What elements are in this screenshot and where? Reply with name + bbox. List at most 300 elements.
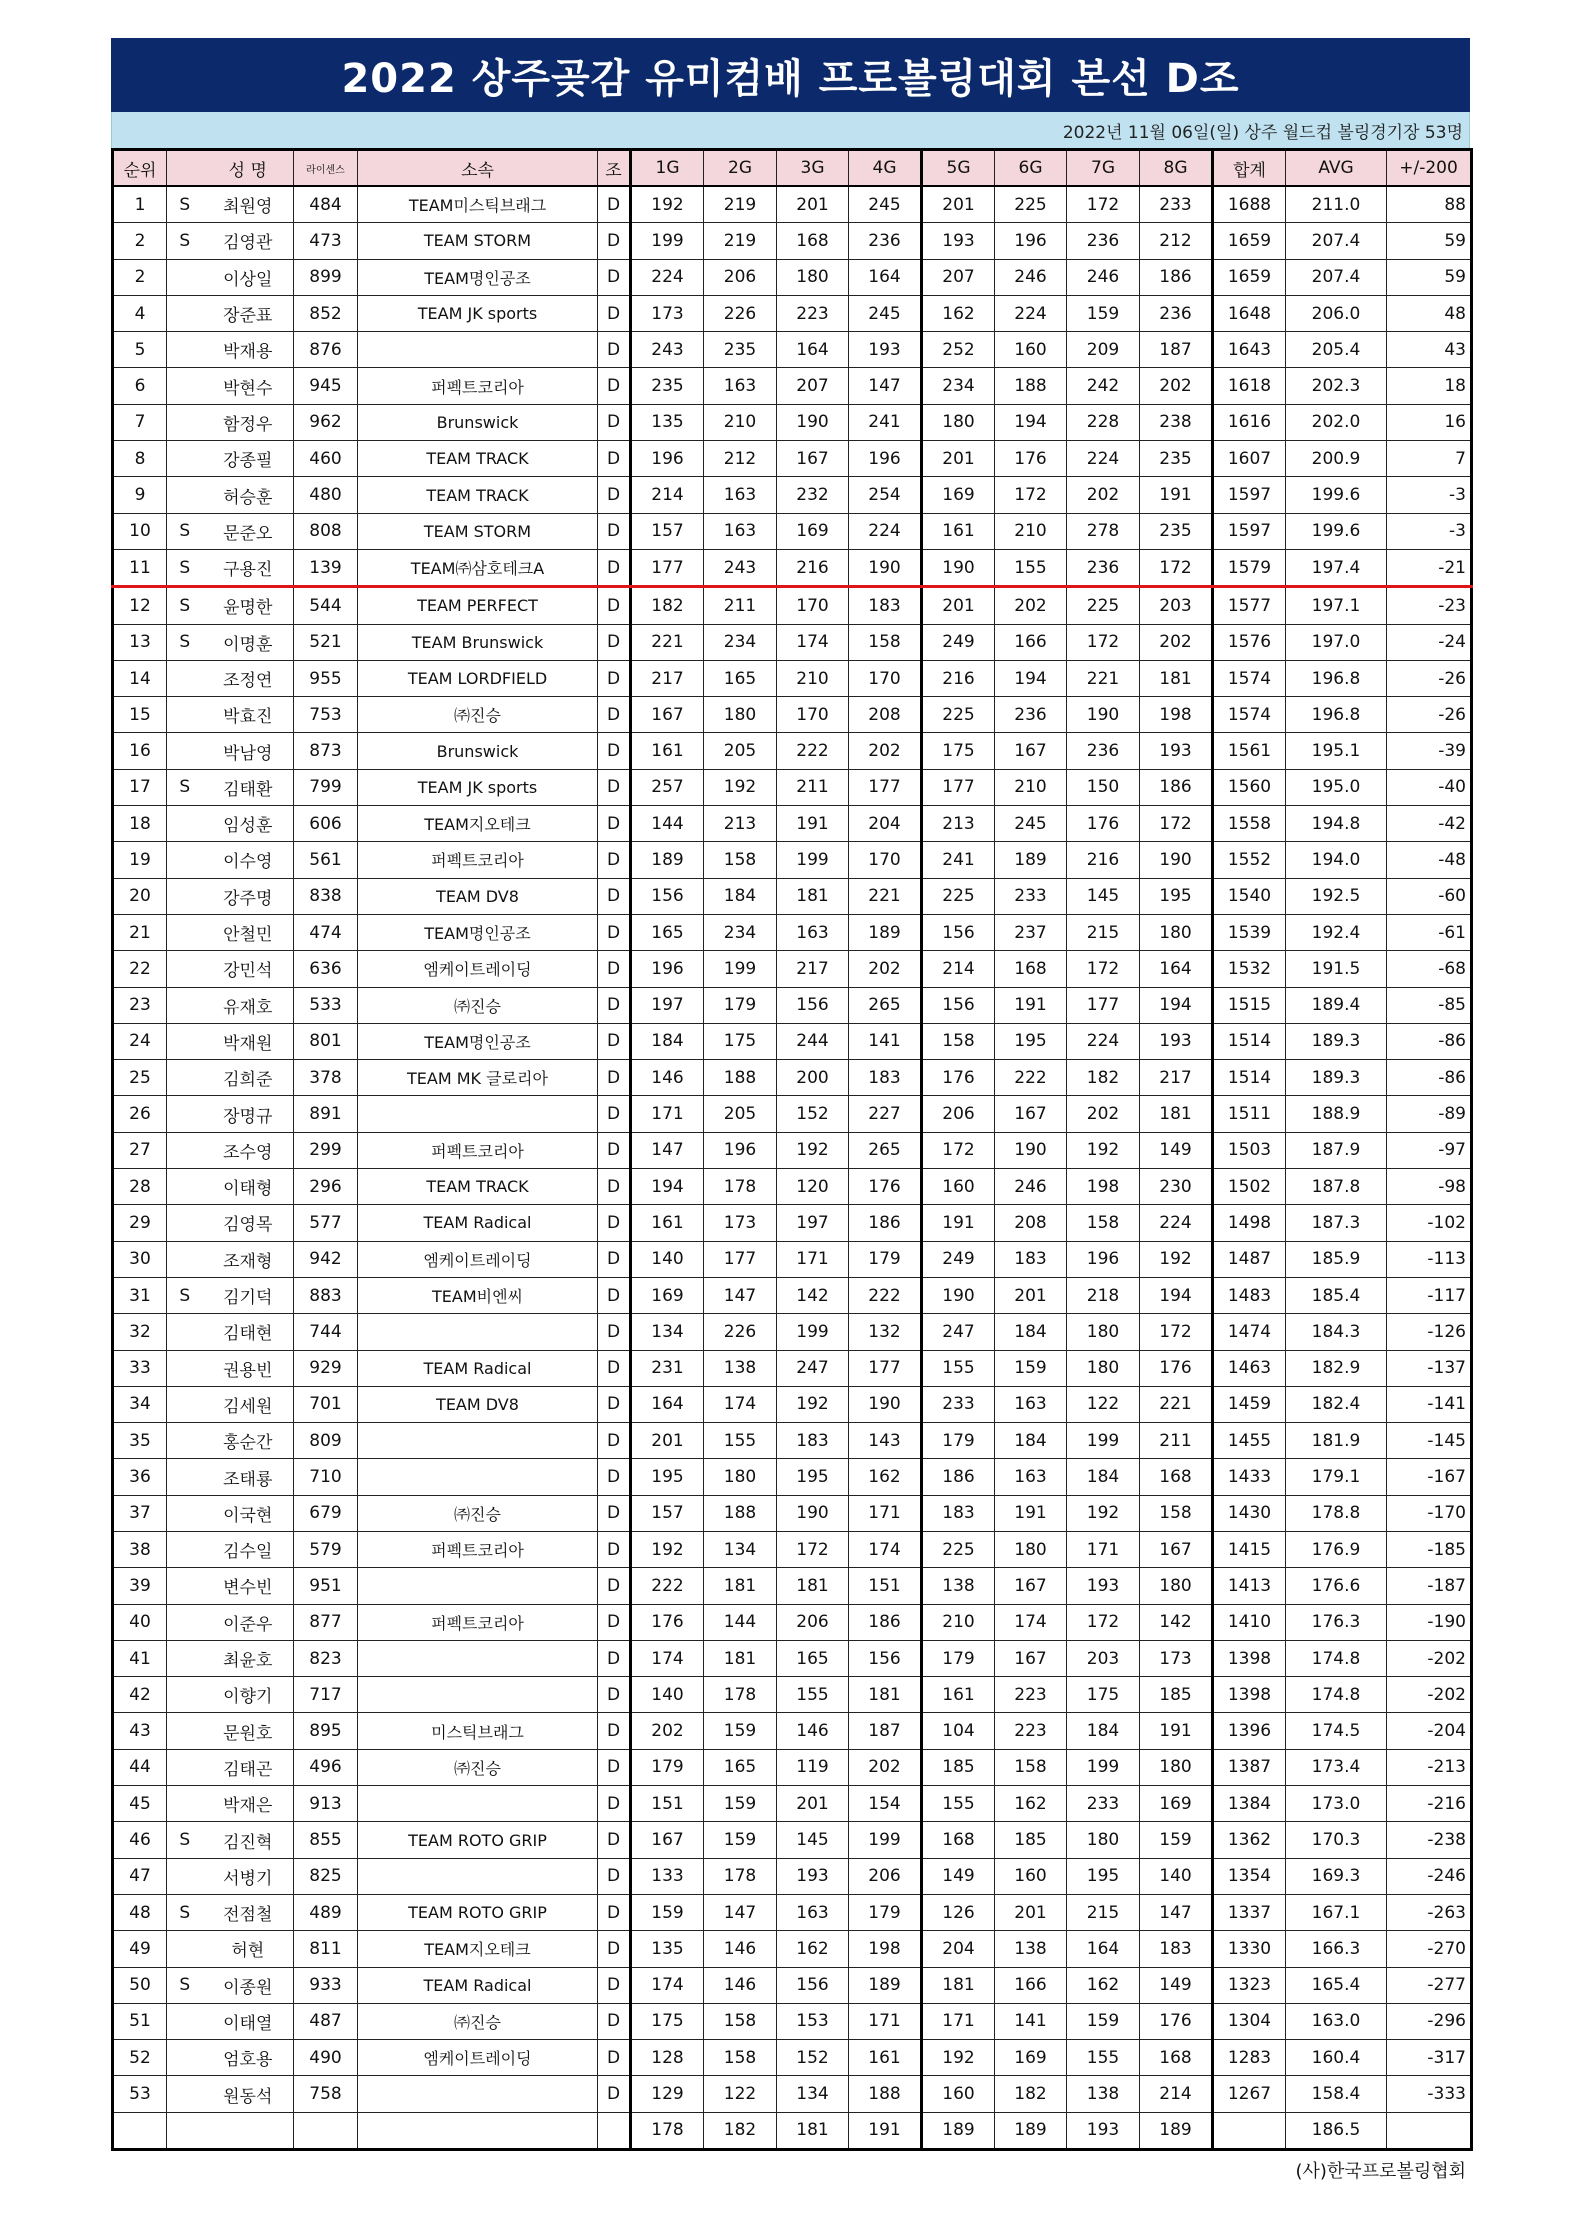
total-cell: 1539 <box>1213 914 1286 950</box>
total-cell: 1511 <box>1213 1096 1286 1132</box>
name-cell: 임성훈 <box>203 806 294 842</box>
diff-cell: -98 <box>1387 1169 1472 1205</box>
game-7-cell: 180 <box>1067 1350 1140 1386</box>
game-3-cell: 119 <box>777 1749 849 1785</box>
name-cell: 김수일 <box>203 1531 294 1567</box>
seed-cell <box>167 1386 203 1422</box>
game-2-cell: 181 <box>704 1640 777 1676</box>
team-cell: 퍼펙트코리아 <box>358 1531 598 1567</box>
total-cell: 1398 <box>1213 1677 1286 1713</box>
game-6-cell: 208 <box>995 1205 1067 1241</box>
game-1-cell: 257 <box>631 769 704 805</box>
total-cell: 1474 <box>1213 1314 1286 1350</box>
game-8-cell: 194 <box>1140 987 1213 1023</box>
total-cell: 1455 <box>1213 1423 1286 1459</box>
total-cell: 1398 <box>1213 1640 1286 1676</box>
game-4-cell: 254 <box>849 477 922 513</box>
name-cell: 장명규 <box>203 1096 294 1132</box>
game-7-cell: 199 <box>1067 1749 1140 1785</box>
diff-cell: 59 <box>1387 223 1472 259</box>
game-3-cell: 199 <box>777 842 849 878</box>
game-2-cell: 184 <box>704 878 777 914</box>
total-cell: 1498 <box>1213 1205 1286 1241</box>
game-1-cell: 179 <box>631 1749 704 1785</box>
table-row <box>113 769 1472 805</box>
seed-cell: S <box>167 513 203 549</box>
diff-cell: -40 <box>1387 769 1472 805</box>
total-cell: 1323 <box>1213 1967 1286 2003</box>
diff-cell: -126 <box>1387 1314 1472 1350</box>
seed-cell <box>167 1640 203 1676</box>
avg-cell: 189.3 <box>1286 1023 1387 1059</box>
game-3-cell: 167 <box>777 441 849 477</box>
game-8-cell: 214 <box>1140 2076 1213 2112</box>
seed-cell <box>167 1459 203 1495</box>
game-6-cell: 188 <box>995 368 1067 404</box>
game-5-cell: 171 <box>922 2003 995 2039</box>
table-row <box>113 186 1472 223</box>
col-game-1: 1G <box>631 150 704 187</box>
group-cell: D <box>598 2076 631 2112</box>
avg-cell: 206.0 <box>1286 295 1387 331</box>
diff-cell: -86 <box>1387 1023 1472 1059</box>
game-8-cell: 230 <box>1140 1169 1213 1205</box>
total-cell: 1433 <box>1213 1459 1286 1495</box>
team-cell: 퍼펙트코리아 <box>358 1132 598 1168</box>
name-cell: 김희준 <box>203 1060 294 1096</box>
game-4-cell: 196 <box>849 441 922 477</box>
game-6-cell: 202 <box>995 587 1067 624</box>
game-6-cell: 185 <box>995 1822 1067 1858</box>
rank-cell: 17 <box>113 769 167 805</box>
diff-cell: -137 <box>1387 1350 1472 1386</box>
total-cell: 1384 <box>1213 1786 1286 1822</box>
game-8-cell: 149 <box>1140 1967 1213 2003</box>
license-cell: 801 <box>294 1023 358 1059</box>
game-8-cell: 221 <box>1140 1386 1213 1422</box>
game-8-cell: 198 <box>1140 697 1213 733</box>
avg-cell: 197.0 <box>1286 624 1387 660</box>
rank-cell: 53 <box>113 2076 167 2112</box>
group-cell: D <box>598 1241 631 1277</box>
col-game-7: 7G <box>1067 150 1140 187</box>
game-2-cell: 122 <box>704 2076 777 2112</box>
total-cell: 1502 <box>1213 1169 1286 1205</box>
game-4-cell: 202 <box>849 951 922 987</box>
total-cell: 1579 <box>1213 549 1286 586</box>
game-8-cell: 142 <box>1140 1604 1213 1640</box>
license-cell: 808 <box>294 513 358 549</box>
license-cell: 378 <box>294 1060 358 1096</box>
game-8-cell: 172 <box>1140 806 1213 842</box>
rank-cell: 2 <box>113 223 167 259</box>
game-5-cell: 126 <box>922 1894 995 1930</box>
game-2-cell: 212 <box>704 441 777 477</box>
game-5-cell: 216 <box>922 660 995 696</box>
game-7-cell: 180 <box>1067 1822 1140 1858</box>
license-cell: 825 <box>294 1858 358 1894</box>
seed-cell <box>167 2003 203 2039</box>
game-5-cell: 233 <box>922 1386 995 1422</box>
game-5-cell: 207 <box>922 259 995 295</box>
game-6-cell: 246 <box>995 259 1067 295</box>
rank-cell: 13 <box>113 624 167 660</box>
seed-cell: S <box>167 1894 203 1930</box>
total-cell: 1560 <box>1213 769 1286 805</box>
averages-row <box>113 2112 1472 2149</box>
rank-cell: 16 <box>113 733 167 769</box>
seed-cell <box>167 1060 203 1096</box>
license-cell: 933 <box>294 1967 358 2003</box>
seed-cell <box>167 1749 203 1785</box>
game-3-cell: 156 <box>777 987 849 1023</box>
game-6-cell: 167 <box>995 733 1067 769</box>
name-cell: 이국현 <box>203 1495 294 1531</box>
game-4-cell: 245 <box>849 186 922 223</box>
game-1-cell: 176 <box>631 1604 704 1640</box>
game-2-cell: 234 <box>704 624 777 660</box>
name-cell: 김태현 <box>203 1314 294 1350</box>
game-8-cell: 191 <box>1140 477 1213 513</box>
diff-cell: -48 <box>1387 842 1472 878</box>
game-1-cell: 222 <box>631 1568 704 1604</box>
rank-cell: 46 <box>113 1822 167 1858</box>
rank-cell: 12 <box>113 587 167 624</box>
game-6-cell: 167 <box>995 1096 1067 1132</box>
diff-cell: -3 <box>1387 513 1472 549</box>
table-row <box>113 1931 1472 1967</box>
game-3-cell: 183 <box>777 1423 849 1459</box>
group-cell: D <box>598 914 631 950</box>
table-row <box>113 1169 1472 1205</box>
game-2-cell: 159 <box>704 1822 777 1858</box>
name-cell: 이향기 <box>203 1677 294 1713</box>
license-cell: 460 <box>294 441 358 477</box>
rank-cell: 40 <box>113 1604 167 1640</box>
name-cell: 이종원 <box>203 1967 294 2003</box>
game-3-cell: 142 <box>777 1277 849 1313</box>
license-cell: 951 <box>294 1568 358 1604</box>
game-1-average: 178 <box>631 2112 704 2149</box>
diff-cell: -187 <box>1387 1568 1472 1604</box>
game-3-cell: 145 <box>777 1822 849 1858</box>
table-row <box>113 295 1472 331</box>
game-7-cell: 172 <box>1067 186 1140 223</box>
game-3-cell: 181 <box>777 878 849 914</box>
game-3-cell: 169 <box>777 513 849 549</box>
group-cell: D <box>598 2040 631 2076</box>
game-7-cell: 236 <box>1067 223 1140 259</box>
name-cell: 김태환 <box>203 769 294 805</box>
game-1-cell: 199 <box>631 223 704 259</box>
team-cell: TEAM DV8 <box>358 1386 598 1422</box>
team-cell: 퍼펙트코리아 <box>358 368 598 404</box>
diff-cell: 88 <box>1387 186 1472 223</box>
diff-cell: -26 <box>1387 697 1472 733</box>
team-cell: TEAM명인공조 <box>358 1023 598 1059</box>
game-1-cell: 144 <box>631 806 704 842</box>
license-cell: 962 <box>294 404 358 440</box>
game-6-cell: 182 <box>995 2076 1067 2112</box>
license-cell: 577 <box>294 1205 358 1241</box>
total-cell: 1574 <box>1213 660 1286 696</box>
rank-cell: 33 <box>113 1350 167 1386</box>
game-6-cell: 166 <box>995 1967 1067 2003</box>
game-7-cell: 145 <box>1067 878 1140 914</box>
event-info: 2022년 11월 06일(일) 상주 월드컵 볼링경기장 53명 <box>111 112 1470 148</box>
seed-cell <box>167 1132 203 1168</box>
rank-cell: 39 <box>113 1568 167 1604</box>
game-6-cell: 155 <box>995 549 1067 586</box>
game-7-cell: 190 <box>1067 697 1140 733</box>
game-4-cell: 265 <box>849 987 922 1023</box>
game-4-cell: 236 <box>849 223 922 259</box>
game-3-cell: 170 <box>777 587 849 624</box>
team-cell: TEAM지오테크 <box>358 806 598 842</box>
seed-cell <box>167 259 203 295</box>
group-cell: D <box>598 1386 631 1422</box>
game-8-cell: 235 <box>1140 513 1213 549</box>
game-2-cell: 213 <box>704 806 777 842</box>
game-3-cell: 190 <box>777 404 849 440</box>
game-8-cell: 180 <box>1140 1749 1213 1785</box>
seed-cell: S <box>167 769 203 805</box>
diff-cell: -333 <box>1387 2076 1472 2112</box>
seed-cell <box>167 1531 203 1567</box>
name-cell: 이명훈 <box>203 624 294 660</box>
game-5-cell: 201 <box>922 186 995 223</box>
rank-cell: 5 <box>113 332 167 368</box>
game-4-cell: 221 <box>849 878 922 914</box>
game-7-cell: 199 <box>1067 1423 1140 1459</box>
game-1-cell: 157 <box>631 513 704 549</box>
diff-cell: -21 <box>1387 549 1472 586</box>
group-cell: D <box>598 878 631 914</box>
rank-cell: 30 <box>113 1241 167 1277</box>
game-1-cell: 140 <box>631 1677 704 1713</box>
rank-cell: 21 <box>113 914 167 950</box>
total-cell: 1415 <box>1213 1531 1286 1567</box>
diff-cell: -86 <box>1387 1060 1472 1096</box>
avg-row-diff <box>1387 2112 1472 2149</box>
avg-row-team <box>358 2112 598 2149</box>
team-cell <box>358 1459 598 1495</box>
game-8-cell: 236 <box>1140 295 1213 331</box>
table-row <box>113 806 1472 842</box>
avg-cell: 181.9 <box>1286 1423 1387 1459</box>
name-cell: 원동석 <box>203 2076 294 2112</box>
game-2-cell: 178 <box>704 1677 777 1713</box>
game-4-cell: 151 <box>849 1568 922 1604</box>
game-8-cell: 169 <box>1140 1786 1213 1822</box>
game-8-cell: 172 <box>1140 549 1213 586</box>
game-4-cell: 204 <box>849 806 922 842</box>
game-5-cell: 161 <box>922 1677 995 1713</box>
game-3-cell: 192 <box>777 1132 849 1168</box>
game-1-cell: 174 <box>631 1967 704 2003</box>
diff-cell: -97 <box>1387 1132 1472 1168</box>
rank-cell: 23 <box>113 987 167 1023</box>
game-8-cell: 192 <box>1140 1241 1213 1277</box>
game-3-cell: 206 <box>777 1604 849 1640</box>
table-row <box>113 1822 1472 1858</box>
diff-cell: -213 <box>1387 1749 1472 1785</box>
game-5-cell: 204 <box>922 1931 995 1967</box>
game-4-cell: 198 <box>849 1931 922 1967</box>
game-2-average: 182 <box>704 2112 777 2149</box>
game-4-cell: 171 <box>849 2003 922 2039</box>
seed-cell <box>167 295 203 331</box>
avg-row-seed <box>167 2112 203 2149</box>
total-cell: 1643 <box>1213 332 1286 368</box>
table-row <box>113 587 1472 624</box>
table-row <box>113 987 1472 1023</box>
total-cell: 1387 <box>1213 1749 1286 1785</box>
game-8-cell: 176 <box>1140 2003 1213 2039</box>
group-cell: D <box>598 733 631 769</box>
game-7-cell: 228 <box>1067 404 1140 440</box>
game-5-cell: 149 <box>922 1858 995 1894</box>
license-cell: 744 <box>294 1314 358 1350</box>
game-2-cell: 219 <box>704 186 777 223</box>
name-cell: 권용빈 <box>203 1350 294 1386</box>
table-row <box>113 1277 1472 1313</box>
table-row <box>113 1386 1472 1422</box>
diff-cell: 7 <box>1387 441 1472 477</box>
game-3-cell: 244 <box>777 1023 849 1059</box>
group-cell: D <box>598 1568 631 1604</box>
game-4-cell: 171 <box>849 1495 922 1531</box>
game-7-cell: 172 <box>1067 1604 1140 1640</box>
avg-cell: 182.9 <box>1286 1350 1387 1386</box>
name-cell: 이태열 <box>203 2003 294 2039</box>
group-cell: D <box>598 1495 631 1531</box>
diff-cell: -317 <box>1387 2040 1472 2076</box>
rank-cell: 4 <box>113 295 167 331</box>
game-1-cell: 129 <box>631 2076 704 2112</box>
game-7-cell: 192 <box>1067 1495 1140 1531</box>
game-7-cell: 159 <box>1067 295 1140 331</box>
diff-cell: -263 <box>1387 1894 1472 1930</box>
avg-cell: 196.8 <box>1286 697 1387 733</box>
game-8-cell: 158 <box>1140 1495 1213 1531</box>
game-2-cell: 205 <box>704 733 777 769</box>
group-cell: D <box>598 441 631 477</box>
license-cell: 579 <box>294 1531 358 1567</box>
team-cell: ㈜진승 <box>358 2003 598 2039</box>
license-cell: 296 <box>294 1169 358 1205</box>
name-cell: 홍순간 <box>203 1423 294 1459</box>
game-5-cell: 104 <box>922 1713 995 1749</box>
game-6-cell: 162 <box>995 1786 1067 1822</box>
license-cell: 877 <box>294 1604 358 1640</box>
game-6-cell: 189 <box>995 842 1067 878</box>
game-1-cell: 151 <box>631 1786 704 1822</box>
game-7-cell: 236 <box>1067 549 1140 586</box>
game-4-cell: 170 <box>849 842 922 878</box>
seed-cell: S <box>167 1277 203 1313</box>
team-cell: TEAM STORM <box>358 223 598 259</box>
game-5-cell: 206 <box>922 1096 995 1132</box>
col-game-2: 2G <box>704 150 777 187</box>
game-6-cell: 158 <box>995 1749 1067 1785</box>
game-1-cell: 217 <box>631 660 704 696</box>
group-cell: D <box>598 1023 631 1059</box>
team-cell: TEAM비엔씨 <box>358 1277 598 1313</box>
game-5-cell: 225 <box>922 878 995 914</box>
game-1-cell: 134 <box>631 1314 704 1350</box>
rank-cell: 6 <box>113 368 167 404</box>
table-row <box>113 624 1472 660</box>
avg-cell: 178.8 <box>1286 1495 1387 1531</box>
name-cell: 김세원 <box>203 1386 294 1422</box>
table-row <box>113 1604 1472 1640</box>
avg-cell: 191.5 <box>1286 951 1387 987</box>
game-5-cell: 213 <box>922 806 995 842</box>
game-2-cell: 234 <box>704 914 777 950</box>
rank-cell: 42 <box>113 1677 167 1713</box>
total-cell: 1487 <box>1213 1241 1286 1277</box>
name-cell: 변수빈 <box>203 1568 294 1604</box>
name-cell: 이태형 <box>203 1169 294 1205</box>
game-8-cell: 187 <box>1140 332 1213 368</box>
avg-cell: 187.3 <box>1286 1205 1387 1241</box>
diff-cell: -68 <box>1387 951 1472 987</box>
seed-cell: S <box>167 186 203 223</box>
game-5-cell: 168 <box>922 1822 995 1858</box>
license-cell: 895 <box>294 1713 358 1749</box>
license-cell: 474 <box>294 914 358 950</box>
diff-cell: -190 <box>1387 1604 1472 1640</box>
game-7-cell: 162 <box>1067 1967 1140 2003</box>
game-5-cell: 161 <box>922 513 995 549</box>
game-3-cell: 162 <box>777 1931 849 1967</box>
team-cell: ㈜진승 <box>358 697 598 733</box>
col-game-4: 4G <box>849 150 922 187</box>
table-header <box>113 150 1472 187</box>
group-cell: D <box>598 697 631 733</box>
diff-cell: 16 <box>1387 404 1472 440</box>
total-cell: 1597 <box>1213 477 1286 513</box>
game-2-cell: 180 <box>704 697 777 733</box>
game-4-cell: 202 <box>849 733 922 769</box>
group-cell: D <box>598 1169 631 1205</box>
game-6-cell: 236 <box>995 697 1067 733</box>
table-row <box>113 1967 1472 2003</box>
diff-cell: -61 <box>1387 914 1472 950</box>
game-2-cell: 158 <box>704 2003 777 2039</box>
col-game-5: 5G <box>922 150 995 187</box>
table-row <box>113 1677 1472 1713</box>
table-row <box>113 1786 1472 1822</box>
seed-cell <box>167 1314 203 1350</box>
game-6-cell: 233 <box>995 878 1067 914</box>
seed-cell <box>167 1931 203 1967</box>
game-4-cell: 147 <box>849 368 922 404</box>
total-cell: 1616 <box>1213 404 1286 440</box>
game-1-cell: 231 <box>631 1350 704 1386</box>
results-table <box>111 148 1473 2151</box>
seed-cell <box>167 914 203 950</box>
game-5-cell: 249 <box>922 624 995 660</box>
name-cell: 윤명한 <box>203 587 294 624</box>
avg-cell: 163.0 <box>1286 2003 1387 2039</box>
game-7-cell: 180 <box>1067 1314 1140 1350</box>
game-4-cell: 187 <box>849 1713 922 1749</box>
game-6-cell: 180 <box>995 1531 1067 1567</box>
table-row <box>113 951 1472 987</box>
game-2-cell: 155 <box>704 1423 777 1459</box>
